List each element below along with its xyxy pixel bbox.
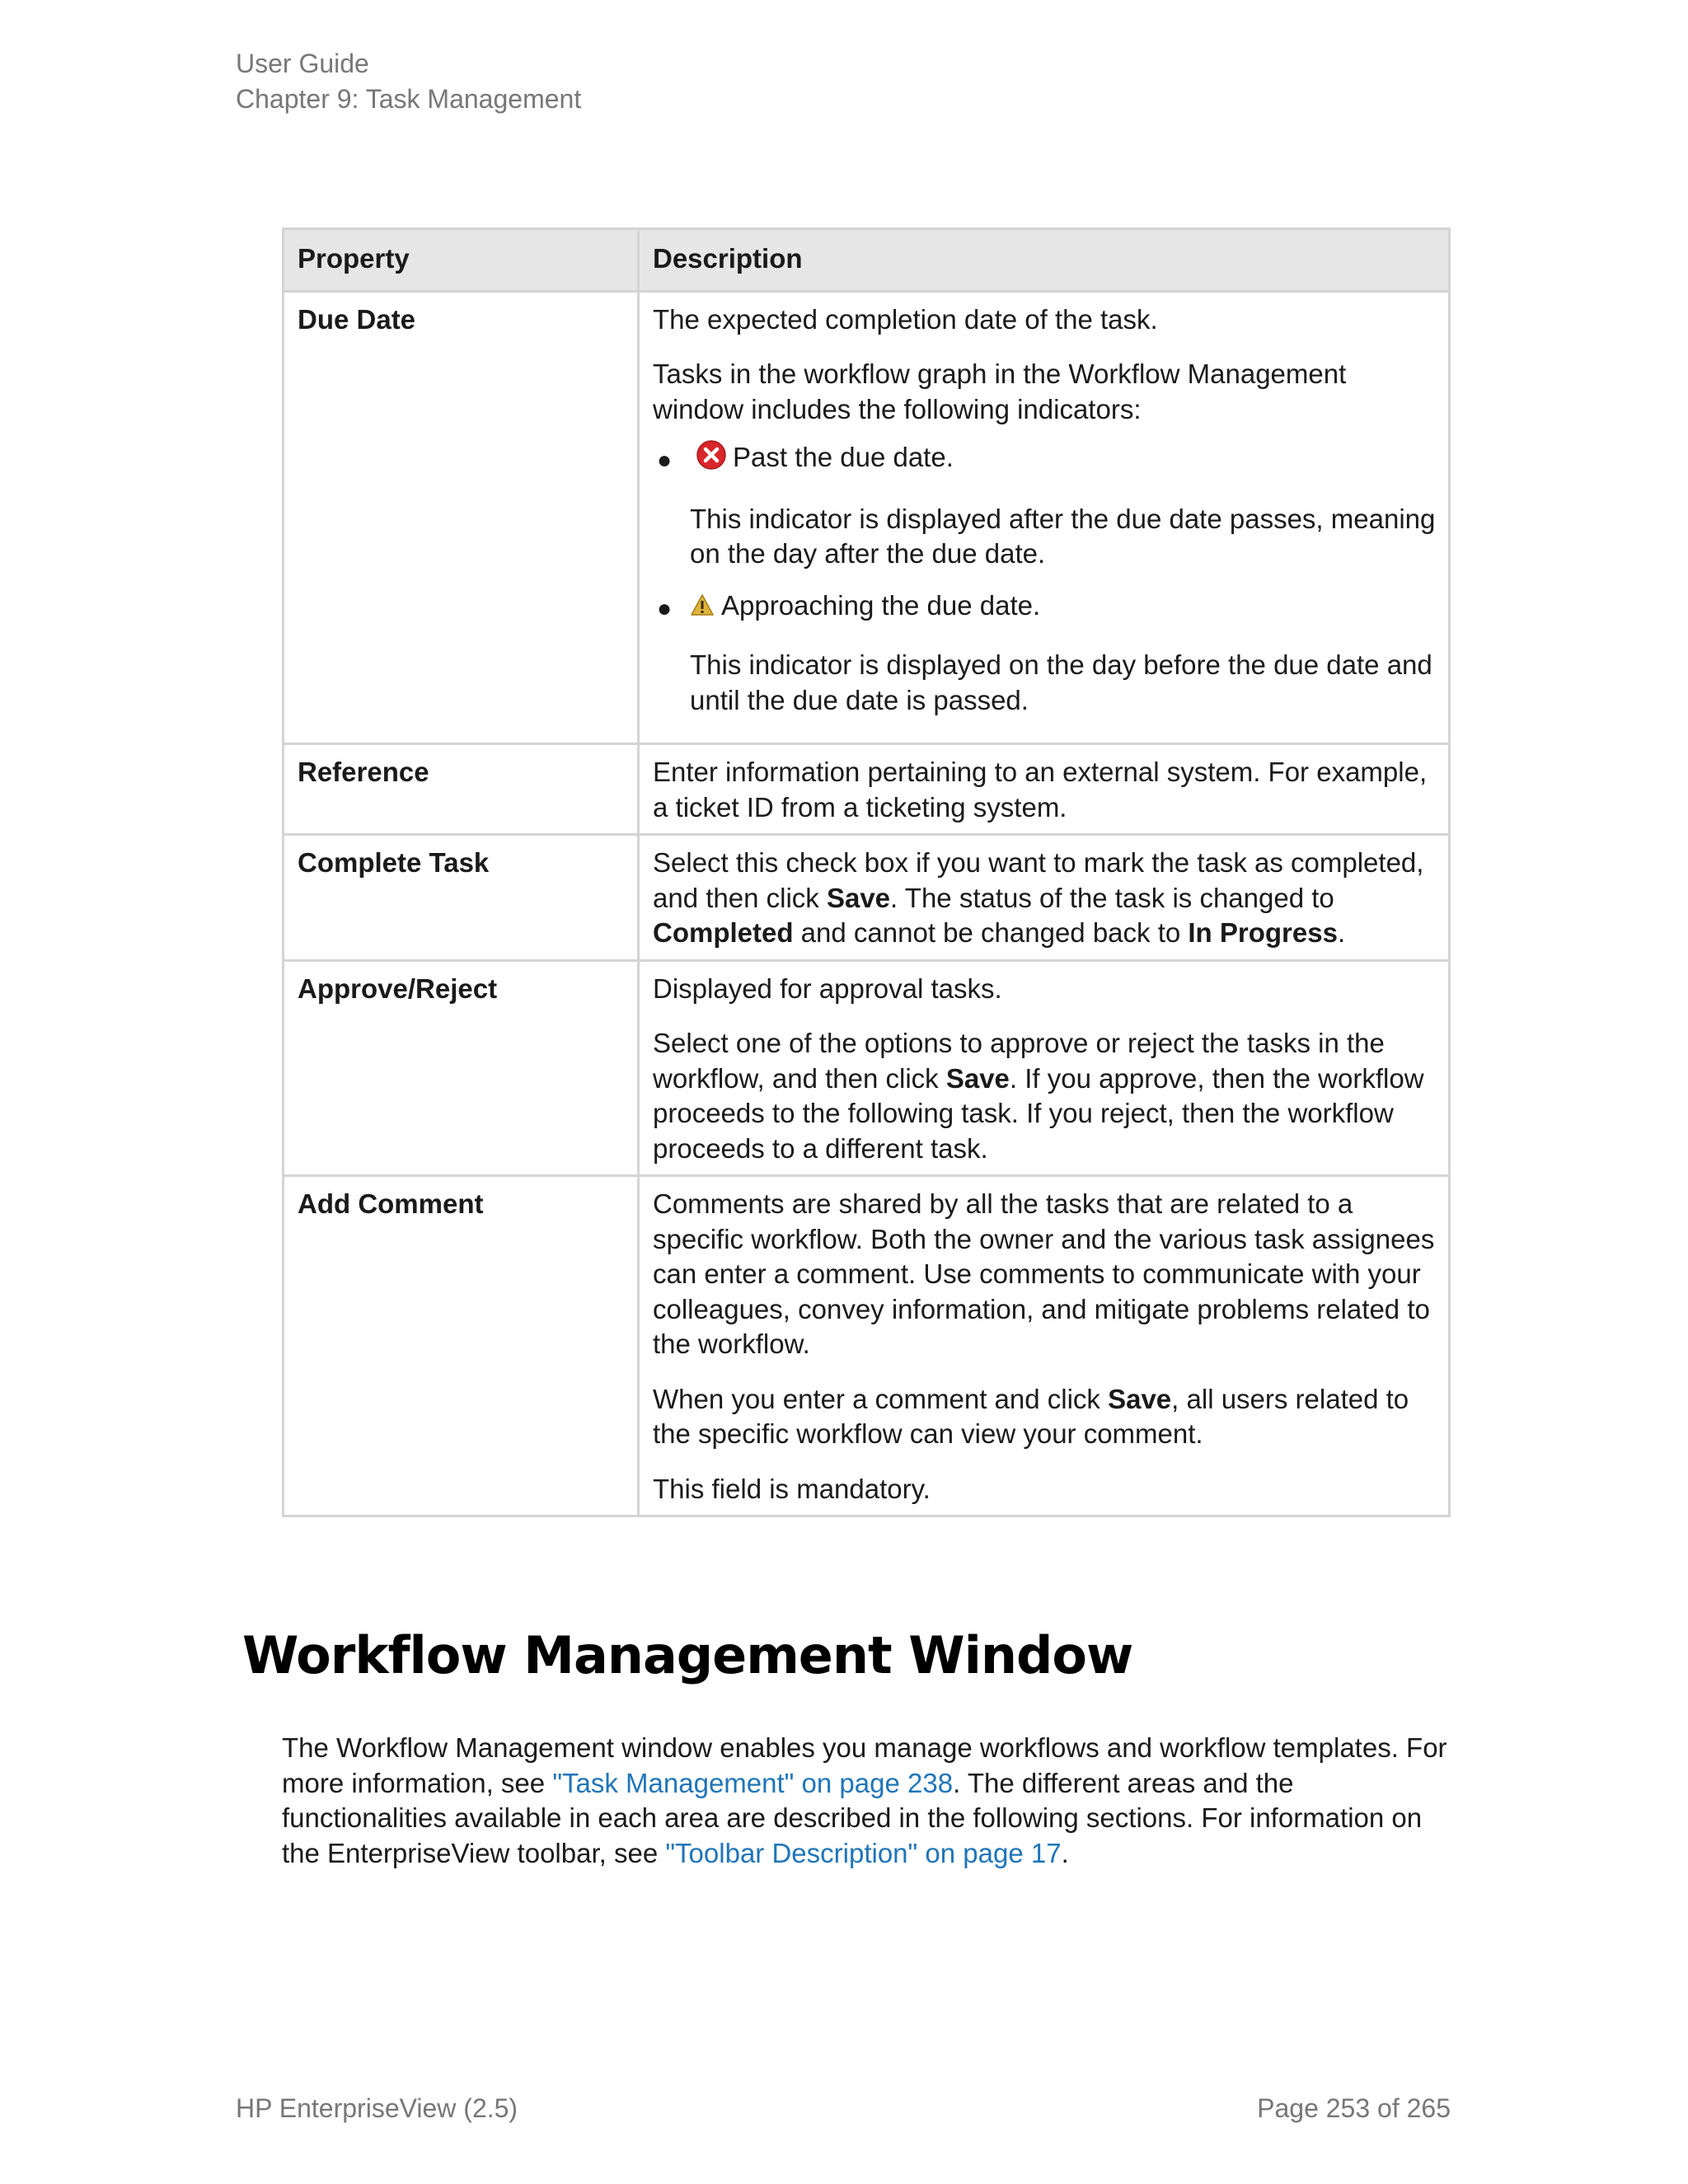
property-description: [639, 744, 1450, 835]
indicator-label: Approaching the due date.: [721, 589, 1041, 621]
bullet: ●: [657, 594, 673, 622]
table-row-due-date: [284, 291, 1450, 744]
description-text: Select one of the options to approve or reject the tasks in the workflow, and then click Save. If you approve, then the workflow proceeds to the following task. If you reject, then the workflow proceeds to a different task.: [653, 1028, 1424, 1164]
property-name: Complete Task: [284, 835, 639, 961]
list-item: [653, 588, 1437, 719]
table-row-approve-reject: [284, 960, 1450, 1176]
property-description: [639, 1176, 1450, 1516]
section-heading: Workflow Management Window: [242, 1625, 1133, 1685]
property-description: [639, 835, 1450, 961]
property-name: Reference: [284, 744, 639, 835]
properties-table: [282, 227, 1451, 1517]
chapter-title: Chapter 9: Task Management: [236, 84, 582, 114]
link-task-management[interactable]: "Task Management" on page 238: [552, 1767, 954, 1798]
column-header-property: Property: [284, 229, 639, 292]
bullet: ●: [657, 447, 673, 474]
table-row-complete-task: [284, 835, 1450, 961]
property-name: Approve/Reject: [284, 960, 639, 1176]
page-header: [236, 46, 581, 117]
table-row-reference: [284, 744, 1450, 835]
warning-icon: [690, 590, 715, 626]
description-text: Enter information pertaining to an external system. For example, a ticket ID from a ticketing system.: [653, 757, 1428, 823]
indicator-note: This indicator is displayed on the day before the due date and until the due date is passed.: [690, 649, 1432, 715]
description-text: Tasks in the workflow graph in the Workflow Management window includes the following indicators:: [653, 359, 1347, 424]
property-name: Due Date: [284, 291, 639, 744]
status-term-in-progress: In Progress: [1188, 917, 1338, 949]
error-icon: [696, 440, 726, 479]
description-text: Comments are shared by all the tasks that are related to a specific workflow. Both the owner and the various task assignees can enter a comment. Use comments to communicate with your colleagues, convey information, and mitigate problems related to the workflow.: [653, 1188, 1435, 1360]
link-toolbar-description[interactable]: "Toolbar Description" on page 17: [665, 1837, 1062, 1868]
property-description: [639, 291, 1450, 744]
indicator-note: This indicator is displayed after the due date passes, meaning on the day after the due date.: [690, 503, 1436, 569]
table-row-add-comment: [284, 1176, 1450, 1516]
description-text: Displayed for approval tasks.: [653, 972, 1002, 1004]
description-text: When you enter a comment and click Save, all users related to the specific workflow can view your comment.: [653, 1383, 1409, 1450]
column-header-description: Description: [639, 229, 1450, 292]
ui-term-save: Save: [1108, 1383, 1172, 1414]
indicator-list: [653, 440, 1437, 718]
ui-term-save: Save: [945, 1062, 1010, 1094]
footer-product: HP EnterpriseView (2.5): [236, 2093, 518, 2123]
description-text: Select this check box if you want to mark the task as completed, and then click Save. The status of the task is changed to Completed and cannot be changed back to In Progress.: [653, 847, 1424, 949]
section-intro: The Workflow Management window enables you manage workflows and workflow templates. For more information, see "Task Management" on page 238. The different areas and the functionalities available in each area are described in the following sections. For information on the EnterpriseView toolbar, see "Toolbar Description" on page 17.: [282, 1732, 1447, 1868]
footer-page-number: Page 253 of 265: [1257, 2093, 1451, 2123]
table-header-row: [284, 229, 1450, 292]
property-description: [639, 960, 1450, 1176]
description-text: The expected completion date of the task.: [653, 303, 1158, 335]
ui-term-save: Save: [826, 882, 891, 913]
doc-title: User Guide: [236, 49, 369, 78]
property-name: Add Comment: [284, 1176, 639, 1516]
list-item: [653, 440, 1437, 572]
status-term-completed: Completed: [653, 917, 794, 949]
description-text: This field is mandatory.: [653, 1473, 931, 1504]
indicator-label: Past the due date.: [733, 442, 954, 472]
